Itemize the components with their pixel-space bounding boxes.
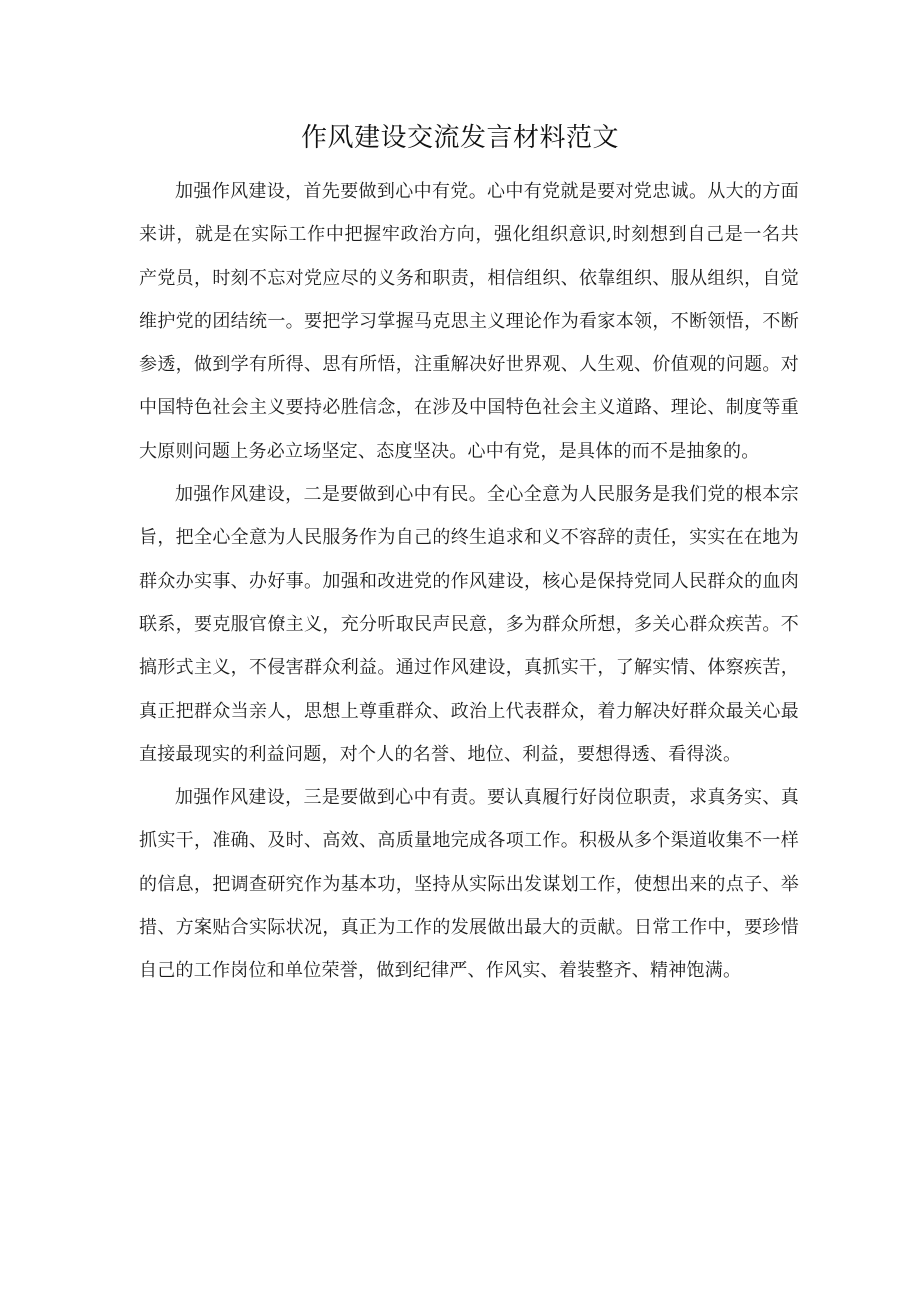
paragraph-responsibility: 加强作风建设，三是要做到心中有责。要认真履行好岗位职责，求真务实、真抓实干，准确、及时、高效、高质量地完成各项工作。积极从多个渠道收集不一样的信息，把调查研究作为基本功，坚持从实际出发谋划工作，使想出来的点子、举措、方案贴合实际状况，真正为工作的发展做出最大的贡献。日常工作中，要珍惜自己的工作岗位和单位荣誉，做到纪律严、作风实、着装整齐、精神饱满。 <box>139 787 799 982</box>
paragraph-people: 加强作风建设，二是要做到心中有民。全心全意为人民服务是我们党的根本宗旨，把全心全意为人民服务作为自己的终生追求和义不容辞的责任，实实在在地为群众办实事、办好事。加强和改进党的作风建设，核心是保持党同人民群众的血肉联系，要克服官僚主义，充分听取民声民意，多为群众所想，多关心群众疾苦。不搞形式主义，不侵害群众利益。通过作风建设，真抓实干，了解实情、体察疾苦，真正把群众当亲人，思想上尊重群众、政治上代表群众，着力解决好群众最关心最直接最现实的利益问题，对个人的名誉、地位、利益，要想得透、看得淡。 <box>139 484 799 765</box>
document-body <box>139 170 799 993</box>
paragraph-party: 加强作风建设，首先要做到心中有党。心中有党就是要对党忠诚。从大的方面来讲，就是在实际工作中把握牢政治方向，强化组织意识,时刻想到自己是一名共产党员，时刻不忘对党应尽的义务和职责，相信组织、依靠组织、服从组织，自觉维护党的团结统一。要把学习掌握马克思主义理论作为看家本领，不断领悟，不断参透，做到学有所得、思有所悟，注重解决好世界观、人生观、价值观的问题。对中国特色社会主义要持必胜信念，在涉及中国特色社会主义道路、理论、制度等重大原则问题上务必立场坚定、态度坚决。心中有党，是具体的而不是抽象的。 <box>139 181 799 462</box>
document-title: 作风建设交流发言材料范文 <box>300 123 619 153</box>
